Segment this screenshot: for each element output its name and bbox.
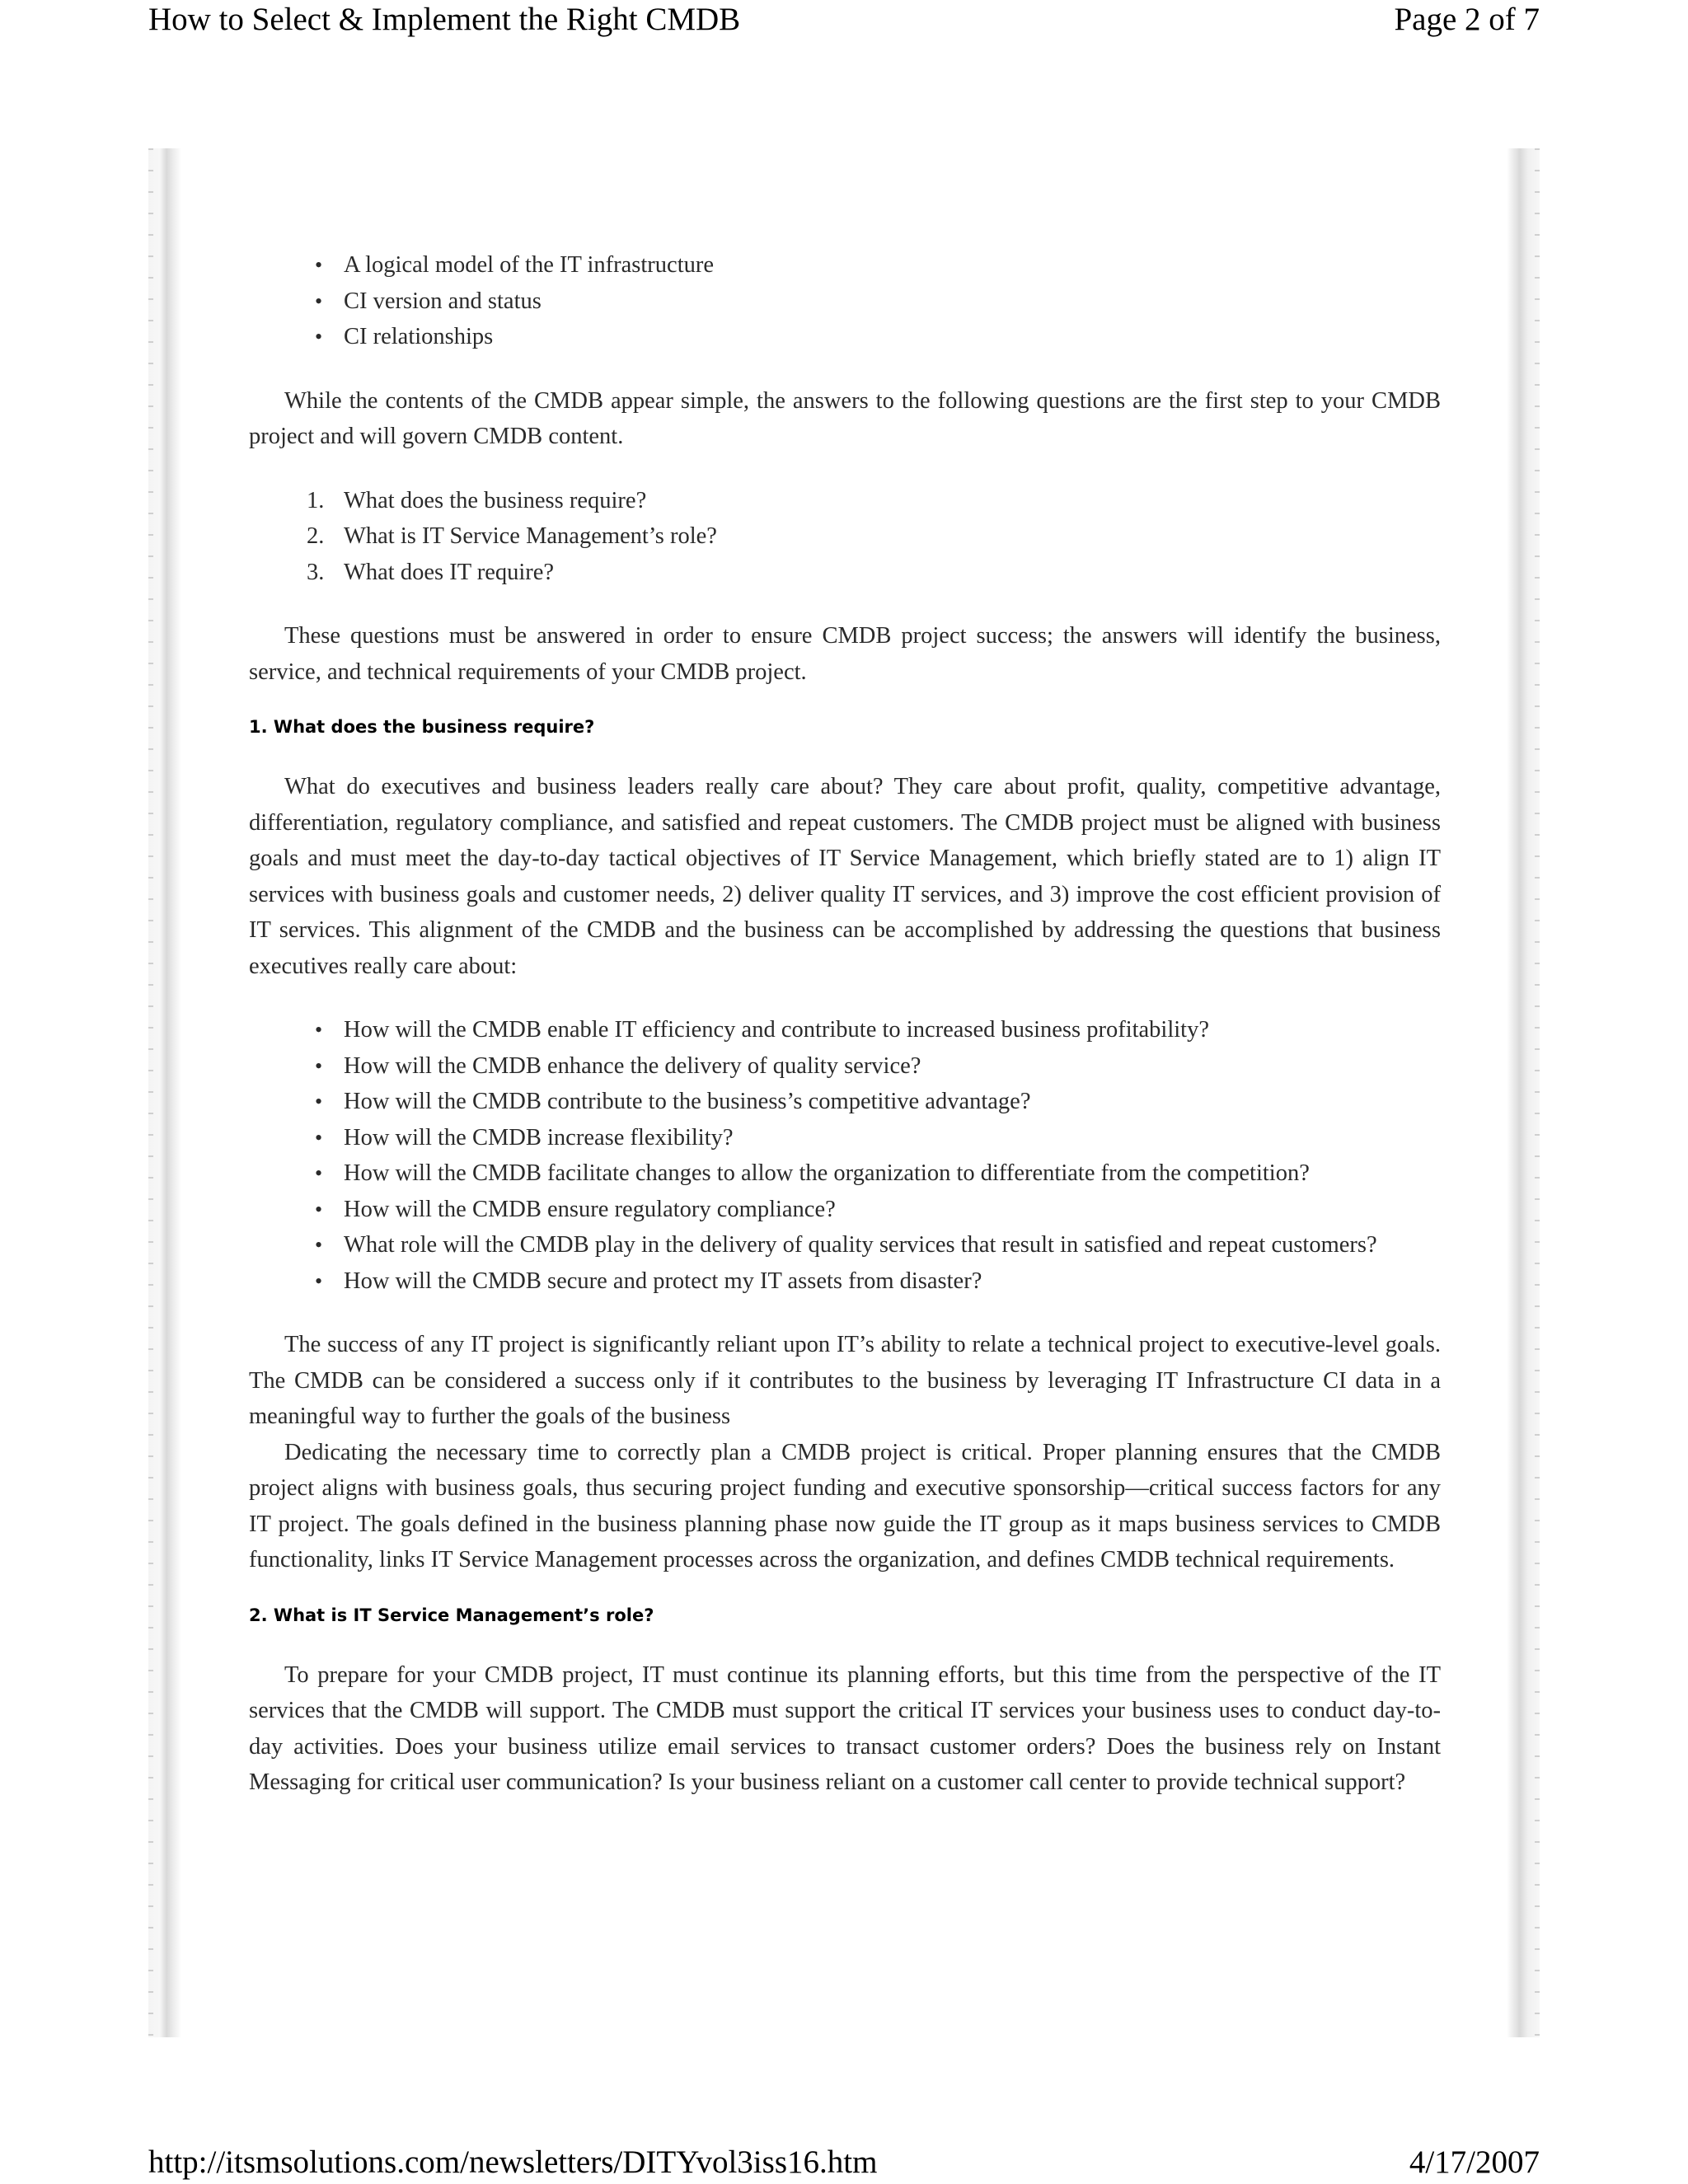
section-2-heading: 2. What is IT Service Management’s role?: [249, 1605, 654, 1625]
list-item: • How will the CMDB enable IT efficiency and contribute to increased business profitability?: [249, 1012, 1441, 1048]
list-item: [249, 483, 1441, 519]
intro-bullet-list: [249, 247, 1441, 355]
paragraph-questions: These questions must be answered in order to ensure CMDB project success; the answers will identify the business, service, and technical requirements of your CMDB project.: [249, 623, 1441, 685]
section-1-heading: 1. What does the business require?: [249, 717, 595, 737]
paragraph-cmdb-contents: While the contents of the CMDB appear simple, the answers to the following questions are the first step to your CMDB project and will govern CMDB content.: [249, 387, 1441, 449]
paragraph-planning: Dedicating the necessary time to correctly plan a CMDB project is critical. Proper planning ensures that the CMDB project aligns with business goals, thus securing project funding and executive sponsorship—critical success factors for any IT project. The goals defined in the business planning phase now guide the IT group as it maps business services to CMDB functionality, links IT Service Management processes across the organization, and defines CMDB technical requirements.: [249, 1439, 1441, 1572]
page-frame-right-border: [1507, 148, 1540, 2037]
paragraph-it-services: To prepare for your CMDB project, IT must continue its planning efforts, but this time from the perspective of the IT services that the CMDB will support. The CMDB must support the critical IT services your business uses to conduct day-to-day activities. Does your business utilize email services to transact customer orders? Does the business rely on Instant Messaging for critical user communication? Is your business reliant on a customer call center to provide technical support?: [249, 1661, 1441, 1795]
print-header-page-number: Page 2 of 7: [1394, 2, 1540, 37]
page-frame-left-border: [148, 148, 181, 2037]
paragraph-business-care: What do executives and business leaders really care about? They care about profit, quality, competitive advantage, differentiation, regulatory compliance, and satisfied and repeat customers. The CMDB project must be aligned with business goals and must meet the day-to-day tactical objectives of IT Service Management, which briefly stated are to 1) align IT services with business goals and customer needs, 2) deliver quality IT services, and 3) improve the cost efficient provision of IT services. This alignment of the CMDB and the business can be accomplished by addressing the questions that business executives really care about:: [249, 774, 1441, 979]
print-footer-url: http://itsmsolutions.com/newsletters/DITYvol3iss16.htm: [148, 2144, 878, 2180]
list-item: • A logical model of the IT infrastructure: [249, 247, 1441, 284]
list-item: • How will the CMDB ensure regulatory compliance?: [249, 1192, 1441, 1228]
list-item: • CI version and status: [249, 284, 1441, 320]
list-item-text: What is IT Service Management’s role?: [344, 523, 717, 549]
list-number: 1.: [307, 487, 325, 513]
list-item: • How will the CMDB facilitate changes to allow the organization to differentiate from the competition?: [249, 1155, 1441, 1192]
document-body: [249, 247, 1441, 1801]
list-item: • What role will the CMDB play in the delivery of quality services that result in satisfied and repeat customers?: [249, 1227, 1441, 1263]
print-footer-date: 4/17/2007: [1409, 2144, 1540, 2180]
list-number: 2.: [307, 523, 325, 549]
print-header-title: How to Select & Implement the Right CMDB: [148, 2, 741, 37]
executive-questions-list: [249, 1012, 1441, 1299]
list-item-text: What does IT require?: [344, 559, 555, 585]
list-item: • How will the CMDB contribute to the business’s competitive advantage?: [249, 1084, 1441, 1120]
paragraph-project-success: The success of any IT project is significantly reliant upon IT’s ability to relate a technical project to executive-level goals. The CMDB can be considered a success only if it contributes to the business by leveraging IT Infrastructure CI data in a meaningful way to further the goals of the business: [249, 1332, 1441, 1429]
list-item-text: What does the business require?: [344, 487, 647, 513]
list-item: • CI relationships: [249, 319, 1441, 355]
list-item: [249, 518, 1441, 555]
list-number: 3.: [307, 559, 325, 585]
list-item: • How will the CMDB secure and protect my IT assets from disaster?: [249, 1263, 1441, 1300]
questions-numbered-list: [249, 483, 1441, 591]
list-item: • How will the CMDB enhance the delivery of quality service?: [249, 1048, 1441, 1085]
list-item: [249, 555, 1441, 591]
list-item: • How will the CMDB increase flexibility?: [249, 1120, 1441, 1156]
